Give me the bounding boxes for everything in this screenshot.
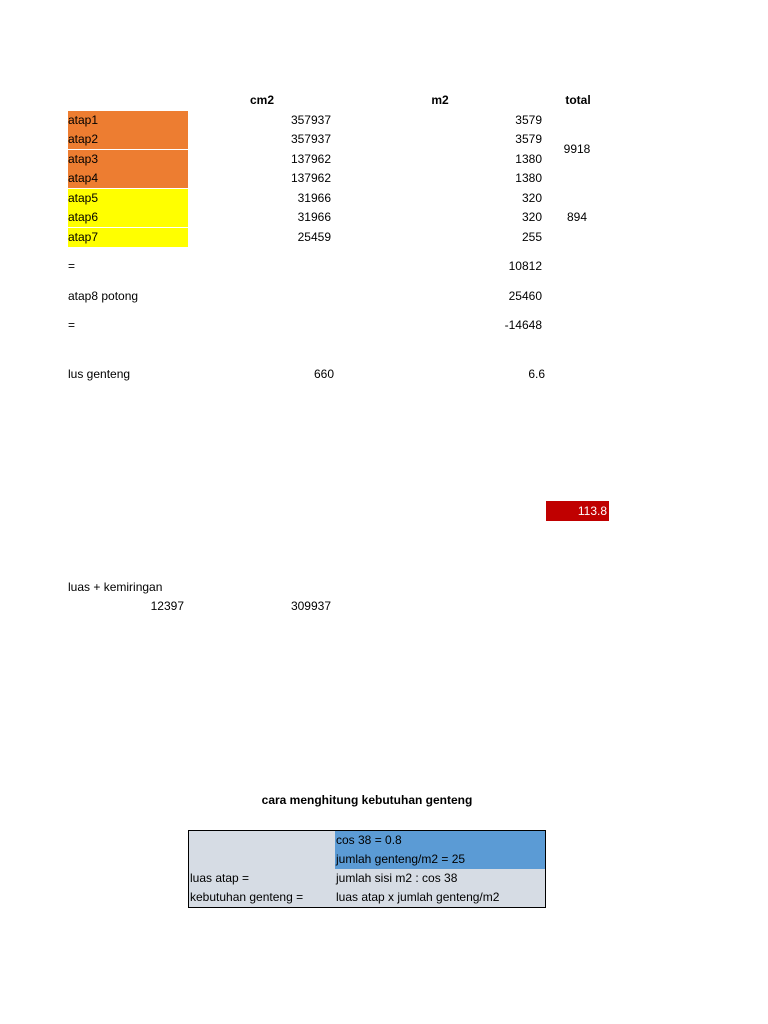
- row-cm2-atap1: 357937: [290, 113, 331, 127]
- kemiringan-value-1: 12397: [150, 599, 184, 613]
- row-label-atap3: atap3: [68, 150, 188, 169]
- highlight-value-cell: 113.8: [546, 501, 609, 521]
- potong-label: atap8 potong: [68, 289, 139, 303]
- method-kebutuhan-label: kebutuhan genteng =: [190, 890, 304, 904]
- row-m2-atap2: 3579: [515, 132, 542, 146]
- kemiringan-value-2: 309937: [290, 599, 331, 613]
- diff-m2: -14648: [504, 318, 542, 332]
- diff-label: =: [68, 318, 76, 332]
- row-m2-atap7: 255: [521, 230, 542, 244]
- row-m2-atap6: 320: [521, 210, 542, 224]
- row-label-atap2: atap2: [68, 130, 188, 149]
- method-cos-cell: cos 38 = 0.8: [335, 831, 545, 850]
- sum-label: =: [68, 259, 76, 273]
- method-title: cara menghitung kebutuhan genteng: [261, 793, 473, 807]
- row-label-atap4: atap4: [68, 169, 188, 188]
- lus-genteng-label: lus genteng: [68, 367, 131, 381]
- row-m2-atap3: 1380: [515, 152, 542, 166]
- row-cm2-atap3: 137962: [290, 152, 331, 166]
- row-cm2-atap4: 137962: [290, 171, 331, 185]
- row-cm2-atap7: 25459: [297, 230, 331, 244]
- row-label-atap7: atap7: [68, 228, 188, 247]
- method-genteng-per-m2-cell: jumlah genteng/m2 = 25: [335, 850, 545, 869]
- row-label-atap6: atap6: [68, 208, 188, 227]
- header-m2: m2: [431, 93, 449, 107]
- total-group-1: 9918: [563, 142, 591, 156]
- total-group-2: 894: [566, 210, 588, 224]
- method-kebutuhan-formula: luas atap x jumlah genteng/m2: [336, 890, 500, 904]
- row-m2-atap4: 1380: [515, 171, 542, 185]
- row-label-atap5: atap5: [68, 189, 188, 208]
- sum-m2: 10812: [508, 259, 542, 273]
- row-m2-atap1: 3579: [515, 113, 542, 127]
- potong-m2: 25460: [508, 289, 542, 303]
- method-table: [188, 830, 546, 908]
- row-label-atap1: atap1: [68, 111, 188, 130]
- lus-genteng-m2: 6.6: [528, 367, 545, 381]
- method-luas-atap-label: luas atap =: [190, 871, 250, 885]
- header-cm2: cm2: [249, 93, 275, 107]
- kemiringan-label: luas + kemiringan: [68, 580, 163, 594]
- row-cm2-atap2: 357937: [290, 132, 331, 146]
- row-cm2-atap6: 31966: [297, 210, 331, 224]
- lus-genteng-cm2: 660: [313, 367, 334, 381]
- row-cm2-atap5: 31966: [297, 191, 331, 205]
- method-luas-atap-formula: jumlah sisi m2 : cos 38: [336, 871, 458, 885]
- header-total: total: [565, 93, 591, 107]
- row-m2-atap5: 320: [521, 191, 542, 205]
